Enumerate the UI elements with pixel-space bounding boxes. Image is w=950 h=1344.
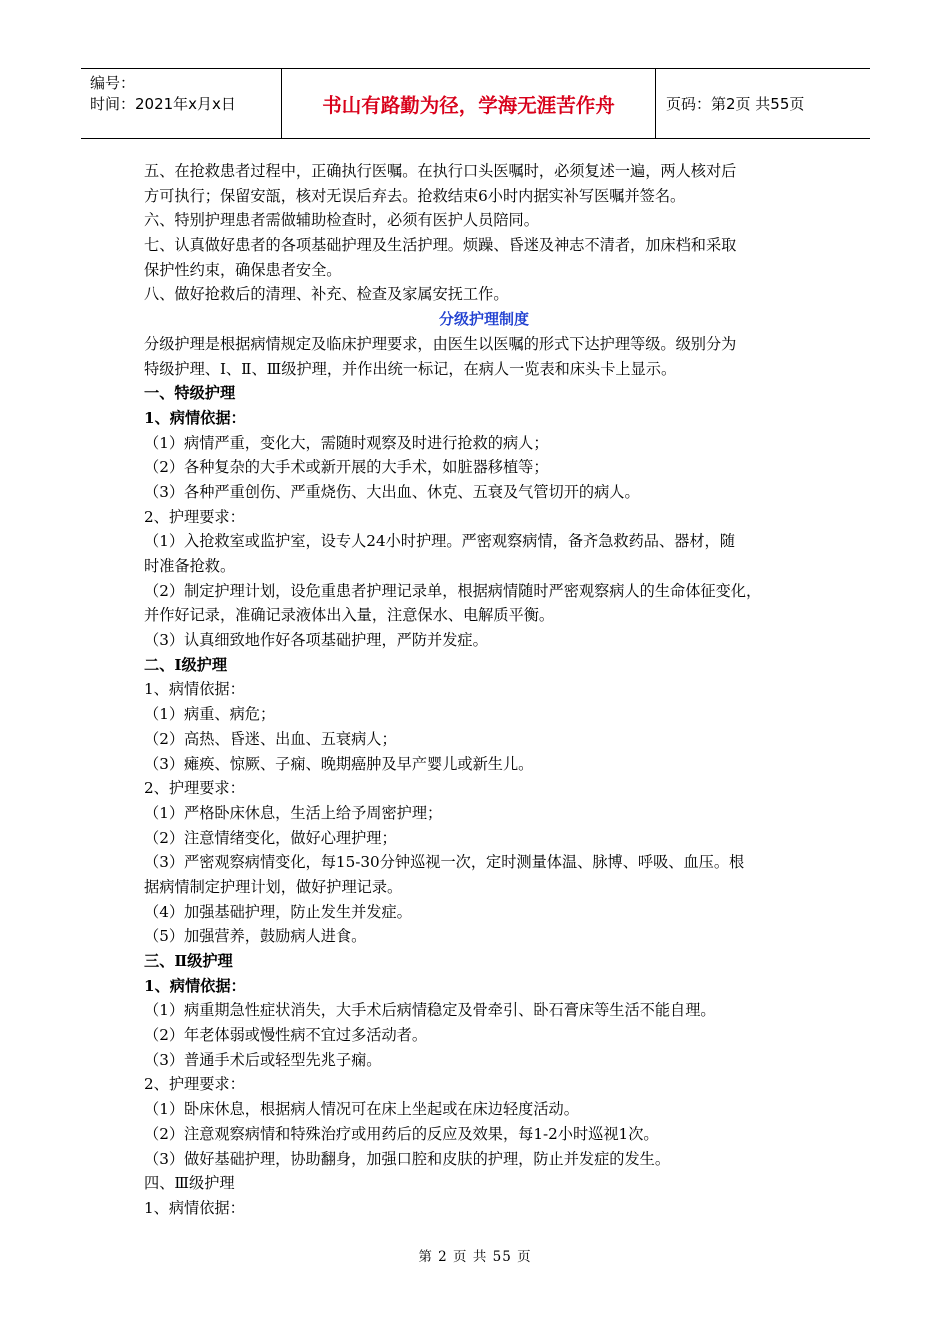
section-heading: 一、特级护理 bbox=[144, 384, 236, 403]
body-line: （1）病情严重，变化大，需随时观察及时进行抢救的病人； bbox=[144, 433, 549, 452]
body-line: （2）年老体弱或慢性病不宜过多活动者。 bbox=[144, 1026, 428, 1045]
body-line: （3）各种严重创伤、严重烧伤、大出血、休克、五衰及气管切开的病人。 bbox=[144, 482, 640, 501]
body-line: （2）注意观察病情和特殊治疗或用药后的反应及效果，每1-2小时巡视1次。 bbox=[144, 1124, 659, 1143]
body-line: （2）各种复杂的大手术或新开展的大手术，如脏器移植等； bbox=[144, 458, 549, 477]
body-line: （1）严格卧床休息，生活上给予周密护理； bbox=[144, 803, 443, 822]
body-line: 并作好记录，准确记录液体出入量，注意保水、电解质平衡。 bbox=[144, 606, 555, 625]
body-line: （2）制定护理计划，设危重患者护理记录单，根据病情随时严密观察病人的生命体征变化， bbox=[144, 581, 762, 600]
body-line: （1）病重期急性症状消失，大手术后病情稳定及骨牵引、卧石膏床等生活不能自理。 bbox=[144, 1001, 716, 1020]
header-motto: 书山有路勤为径，学海无涯苦作舟 bbox=[282, 69, 656, 138]
body-line: 2、护理要求： bbox=[144, 779, 245, 798]
body-line: （5）加强营养，鼓励病人进食。 bbox=[144, 927, 367, 946]
body-line: 时准备抢救。 bbox=[144, 557, 236, 575]
body-line: 八、做好抢救后的清理、补充、检查及家属安抚工作。 bbox=[144, 285, 509, 304]
body-line: （2）注意情绪变化，做好心理护理； bbox=[144, 828, 397, 847]
body-line: 方可执行；保留安瓿，核对无误后弃去。抢救结束6小时内据实补写医嘱并签名。 bbox=[144, 186, 686, 205]
body-line: （3）普通手术后或轻型先兆子痫。 bbox=[144, 1050, 382, 1069]
header-left-cell bbox=[81, 69, 282, 138]
body-line: （3）认真细致地作好各项基础护理，严防并发症。 bbox=[144, 631, 488, 650]
body-line: （3）做好基础护理，协助翻身，加强口腔和皮肤的护理，防止并发症的发生。 bbox=[144, 1149, 671, 1168]
section-title: 分级护理制度 bbox=[438, 310, 529, 329]
document-code-label: 编号： bbox=[90, 74, 136, 92]
body-line: 七、认真做好患者的各项基础护理及生活护理。烦躁、昏迷及神志不清者，加床档和采取 bbox=[144, 236, 737, 255]
section-heading: 1、病情依据： bbox=[144, 976, 246, 995]
body-line: 1、病情依据： bbox=[144, 680, 245, 699]
body-line: 六、特别护理患者需做辅助检查时，必须有医护人员陪同。 bbox=[144, 211, 539, 230]
body-line: （2）高热、昏迷、出血、五衰病人； bbox=[144, 729, 397, 748]
body-line: 分级护理是根据病情规定及临床护理要求，由医生以医嘱的形式下达护理等级。级别分为 bbox=[144, 334, 737, 353]
section-heading: 1、病情依据： bbox=[144, 408, 246, 427]
body-line: （1）卧床休息，根据病人情况可在床上坐起或在床边轻度活动。 bbox=[144, 1100, 579, 1119]
body-line: 2、护理要求： bbox=[144, 507, 245, 526]
body-line: （1）病重、病危； bbox=[144, 705, 276, 724]
page-header bbox=[81, 68, 870, 139]
document-date: 时间：2021年x月x日 bbox=[90, 95, 236, 113]
body-line: 四、Ⅲ级护理 bbox=[144, 1174, 235, 1193]
body-line: 特级护理、Ⅰ、Ⅱ、Ⅲ级护理，并作出统一标记，在病人一览表和床头卡上显示。 bbox=[144, 359, 677, 378]
body-line: （3）严密观察病情变化，每15-30分钟巡视一次，定时测量体温、脉博、呼吸、血压。根 bbox=[144, 853, 745, 872]
page-footer: 第 2 页 共 55 页 bbox=[418, 1249, 532, 1265]
body-line: 保护性约束，确保患者安全。 bbox=[144, 260, 342, 279]
header-page-info: 页码：第2页 共55页 bbox=[666, 95, 805, 113]
body-line: 五、在抢救患者过程中，正确执行医嘱。在执行口头医嘱时，必须复述一遍，两人核对后 bbox=[144, 162, 737, 180]
body-line: （4）加强基础护理，防止发生并发症。 bbox=[144, 902, 412, 921]
body-line: （1）入抢救室或监护室，设专人24小时护理。严密观察病情，备齐急救药品、器材，随 bbox=[144, 532, 735, 551]
body-line: 2、护理要求： bbox=[144, 1075, 245, 1094]
section-heading: 二、Ⅰ级护理 bbox=[144, 655, 228, 674]
section-heading: 三、Ⅱ级护理 bbox=[144, 952, 233, 970]
body-line: （3）瘫痪、惊厥、子痫、晚期癌肿及早产婴儿或新生儿。 bbox=[144, 754, 534, 773]
body-line: 1、病情依据： bbox=[144, 1198, 245, 1217]
body-line: 据病情制定护理计划，做好护理记录。 bbox=[144, 877, 403, 896]
document-body bbox=[144, 159, 824, 1221]
